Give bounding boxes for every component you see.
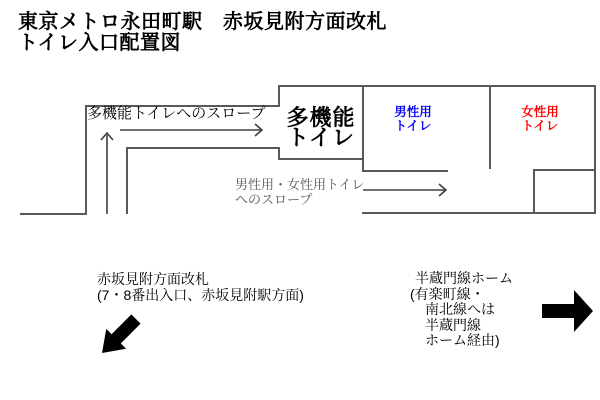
platform-label-line-1: 半蔵門線ホーム (415, 270, 513, 286)
mens-womens-slope-label (235, 178, 364, 207)
mens-room-line-1: 男性用 (394, 105, 432, 119)
mens-toilet-room-label (363, 106, 463, 133)
gate-label-line-1: 赤坂見附方面改札 (97, 271, 209, 287)
mens-womens-slope-arrow-icon (363, 184, 446, 196)
mens-womens-slope-line-1: 男性用・女性用トイレ (235, 177, 365, 192)
womens-toilet-room-label (490, 106, 590, 133)
womens-room-line-1: 女性用 (521, 105, 559, 119)
title-line-1: 東京メトロ永田町駅 赤坂見附方面改札 (18, 11, 387, 33)
platform-label-line-4: 半蔵門線 (425, 316, 481, 333)
platform-label-line-3: 南北線へは (425, 301, 495, 317)
platform-destination-label (410, 271, 513, 349)
gate-down-left-arrow-icon (92, 309, 146, 363)
platform-label-line-2: (有楽町線・ (410, 285, 485, 302)
womens-room-line-2: トイレ (521, 118, 559, 133)
title-line-2: トイレ入口配置図 (18, 32, 181, 54)
gate-destination-label (97, 271, 304, 303)
mens-room-line-2: トイレ (394, 118, 432, 133)
mens-womens-slope-line-2: へのスロープ (235, 191, 313, 207)
gate-label-line-2: (7・8番出入口、赤坂見附駅方面) (97, 287, 304, 303)
multifunction-toilet-room-label (278, 105, 364, 150)
platform-label-line-5: ホーム経由) (425, 332, 500, 348)
multifunction-slope-arrow-icon (120, 124, 262, 136)
multifunction-slope-label: 多機能トイレへのスロープ (87, 105, 266, 122)
platform-right-arrow-icon (542, 290, 593, 332)
multifunction-room-line-1: 多機能 (286, 105, 356, 130)
multifunction-room-line-2: トイレ (287, 125, 355, 150)
up-arrow-icon (101, 133, 113, 214)
